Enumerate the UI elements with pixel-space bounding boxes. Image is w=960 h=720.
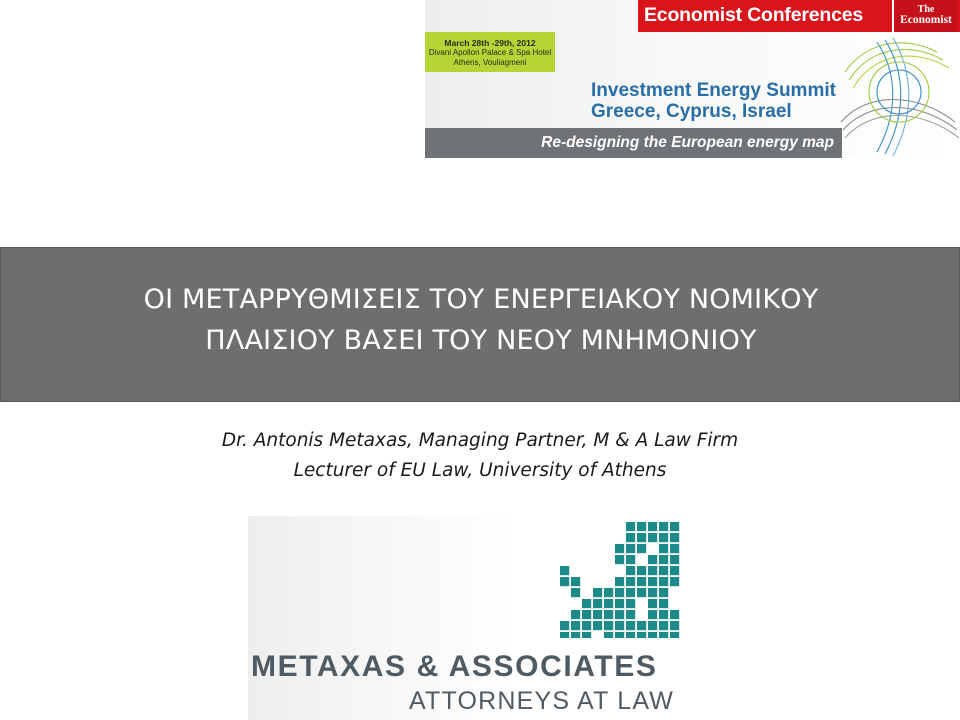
logo-square (571, 621, 580, 630)
event-location: Athens, Vouliagmeni (453, 58, 527, 67)
logo-square (648, 566, 657, 575)
logo-square (571, 577, 580, 586)
logo-square (670, 555, 679, 564)
logo-square (560, 577, 569, 586)
economist-logo (892, 0, 958, 32)
logo-square (670, 632, 679, 638)
logo-square (582, 610, 591, 619)
logo-square (626, 588, 635, 597)
logo-square (604, 621, 613, 630)
logo-square (593, 588, 602, 597)
economist-conferences-text: Economist Conferences (644, 4, 864, 26)
slide-subtitle (0, 426, 960, 486)
logo-square (626, 566, 635, 575)
logo-square (615, 577, 624, 586)
logo-square (604, 588, 613, 597)
logo-square (615, 544, 624, 553)
logo-square (659, 544, 668, 553)
logo-square (615, 599, 624, 608)
logo-square (648, 555, 657, 564)
event-venue: Divani Apollon Palace & Spa Hotel (428, 48, 552, 57)
logo-square (670, 544, 679, 553)
logo-square (648, 522, 657, 531)
decorative-swirl-graphic (837, 32, 960, 158)
logo-square (615, 621, 624, 630)
logo-square (615, 632, 624, 638)
logo-square (604, 599, 613, 608)
economist-conferences-bar (638, 0, 960, 32)
logo-square (626, 533, 635, 542)
logo-square (582, 621, 591, 630)
logo-square (604, 632, 613, 638)
economist-logo-line2: Economist (900, 14, 952, 26)
logo-square (626, 555, 635, 564)
logo-square (659, 621, 668, 630)
conference-banner (425, 0, 960, 158)
logo-square (604, 610, 613, 619)
logo-square (637, 533, 646, 542)
slide-title-line2: ΠΛΑΙΣΙΟΥ ΒΑΣΕΙ ΤΟΥ ΝΕΟΥ ΜΝΗΜΟΝΙΟΥ (205, 325, 757, 356)
logo-square (659, 566, 668, 575)
logo-square (648, 577, 657, 586)
logo-square (626, 632, 635, 638)
title-band (0, 247, 960, 402)
logo-square (659, 577, 668, 586)
firm-name: METAXAS & ASSOCIATES (251, 650, 658, 683)
logo-square (637, 522, 646, 531)
logo-square (659, 632, 668, 638)
logo-square (626, 544, 635, 553)
logo-square (560, 566, 569, 575)
summit-title-line1: Investment Energy Summit (591, 80, 836, 101)
logo-square (659, 522, 668, 531)
slide-title-line1: ΟΙ ΜΕΤΑΡΡΥΘΜΙΣΕΙΣ ΤΟΥ ΕΝΕΡΓΕΙΑΚΟΥ ΝΟΜΙΚΟΥ (143, 284, 819, 315)
logo-square (626, 522, 635, 531)
firm-tagline: ATTORNEYS AT LAW (409, 687, 675, 715)
subtitle-line1: Dr. Antonis Metaxas, Managing Partner, M & A Law Firm (221, 430, 739, 451)
logo-square (637, 621, 646, 630)
logo-square (593, 621, 602, 630)
logo-square (593, 599, 602, 608)
logo-square (659, 599, 668, 608)
logo-square (615, 588, 624, 597)
logo-square (670, 577, 679, 586)
logo-square (648, 632, 657, 638)
logo-square (637, 632, 646, 638)
logo-square (637, 577, 646, 586)
logo-square (571, 588, 580, 597)
logo-square (626, 621, 635, 630)
summit-title (591, 80, 836, 122)
summit-title-line2: Greece, Cyprus, Israel (591, 101, 792, 122)
logo-square (648, 588, 657, 597)
logo-square (648, 621, 657, 630)
firm-logo (248, 516, 690, 720)
logo-square (670, 610, 679, 619)
logo-square (582, 632, 591, 638)
logo-square (659, 555, 668, 564)
logo-square (593, 610, 602, 619)
summit-tagline: Re-designing the European energy map (425, 128, 842, 158)
logo-square (626, 577, 635, 586)
logo-square (648, 533, 657, 542)
subtitle-line2: Lecturer of EU Law, University of Athens (293, 460, 667, 481)
logo-square (571, 610, 580, 619)
logo-square (560, 632, 569, 638)
slide-title (1, 279, 960, 361)
logo-square (637, 588, 646, 597)
logo-square (560, 621, 569, 630)
logo-square (659, 533, 668, 542)
logo-square (626, 610, 635, 619)
logo-square (670, 522, 679, 531)
logo-square (670, 621, 679, 630)
logo-square (648, 599, 657, 608)
logo-square (582, 599, 591, 608)
economist-logo-line1: The (917, 4, 935, 15)
logo-square (626, 599, 635, 608)
logo-square (659, 588, 668, 597)
logo-square (670, 533, 679, 542)
logo-square (571, 632, 580, 638)
event-date-box (425, 32, 555, 72)
logo-square (659, 610, 668, 619)
event-date: March 28th -29th, 2012 (444, 38, 536, 48)
logo-square (615, 555, 624, 564)
logo-square (615, 610, 624, 619)
logo-square (670, 566, 679, 575)
europe-map-squares-icon (560, 522, 684, 638)
logo-square (637, 566, 646, 575)
logo-square (648, 610, 657, 619)
logo-square (637, 544, 646, 553)
